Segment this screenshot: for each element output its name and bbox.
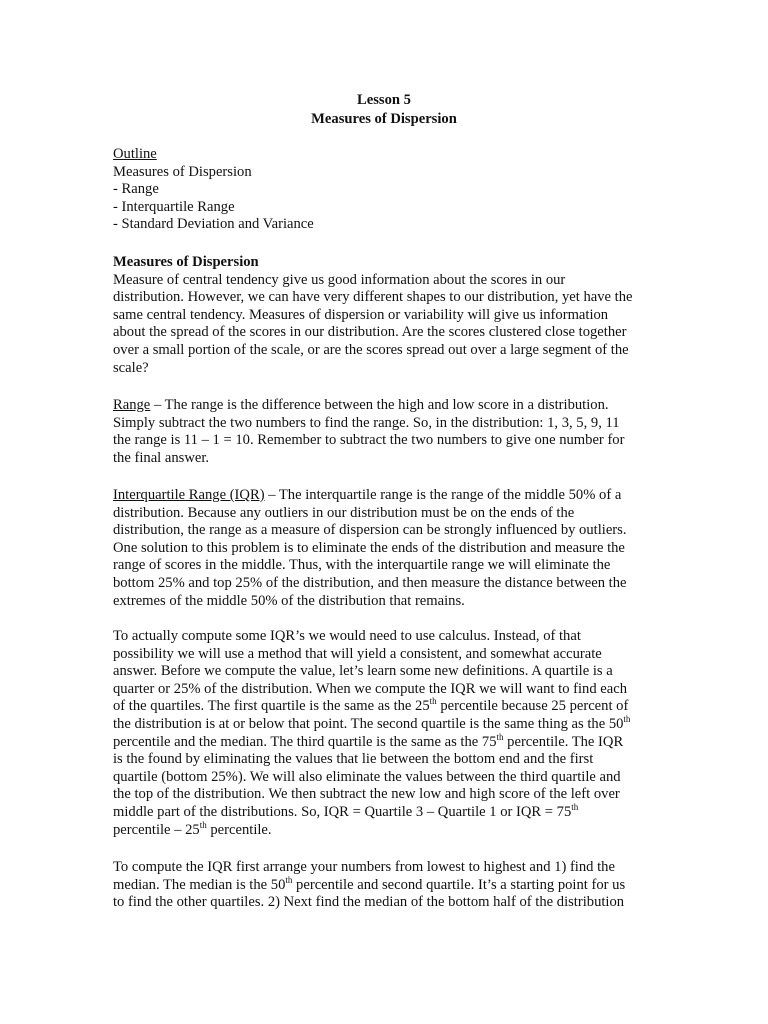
paragraph-line (113, 487, 673, 505)
line-text: median. The median is the 50 (113, 876, 286, 893)
line-text: percentile – 25 (113, 821, 200, 838)
paragraph-line: same central tendency. Measures of dispersion or variability will give us information (113, 306, 609, 323)
ordinal-suffix: th (496, 731, 504, 742)
paragraph-line: To actually compute some IQR’s we would need to use calculus. Instead, of that (113, 628, 581, 644)
ordinal-suffix: th (571, 801, 579, 812)
paragraph-line: the range is 11 – 1 = 10. Remember to subtract the two numbers to give one number for (113, 432, 625, 449)
paragraph-line: quarter or 25% of the distribution. When we compute the IQR we will want to find each (113, 680, 628, 697)
line-text: of the quartiles. The first quartile is the same as the 25 (113, 698, 430, 715)
lesson-number: Lesson 5 (357, 92, 411, 108)
iqr-definition: – The interquartile range is the range of the middle 50% of a (264, 487, 622, 503)
range-term: Range (113, 397, 151, 413)
ordinal-suffix: th (199, 819, 207, 830)
paragraph-line: quartile (bottom 25%). We will also eliminate the values between the third quartile and (113, 768, 621, 785)
outline-item: Measures of Dispersion (113, 163, 252, 180)
paragraph-line (113, 731, 673, 752)
paragraph-line: answer. Before we compute the value, let’s learn some new definitions. A quartile is a (113, 663, 613, 680)
steps-section (113, 859, 673, 912)
ordinal-suffix: th (285, 874, 293, 885)
paragraph-line (113, 801, 673, 822)
paragraph-line: distribution. Because any outliers in our distribution must be on the ends of the (113, 504, 575, 521)
paragraph-line (113, 397, 673, 415)
page-title: Measures of Dispersion (311, 111, 457, 127)
line-text: percentile because 25 percent of (436, 698, 629, 715)
paragraph-line: about the spread of the scores in our distribution. Are the scores clustered close together (113, 324, 627, 341)
paragraph-line: Simply subtract the two numbers to find the range. So, in the distribution: 1, 3, 5, 9, 11 (113, 414, 620, 431)
section-heading: Measures of Dispersion (113, 254, 259, 270)
ordinal-suffix: th (429, 696, 437, 707)
iqr-section (113, 487, 673, 610)
paragraph-line: over a small portion of the scale, or are the scores spread out over a large segment of the (113, 341, 629, 358)
paragraph-line: bottom 25% and top 25% of the distribution, and then measure the distance between the (113, 574, 627, 591)
paragraph-line: is the found by eliminating the values that lie between the bottom end and the first (113, 751, 594, 768)
dispersion-section (113, 254, 673, 377)
ordinal-suffix: th (623, 713, 631, 724)
outline-item: - Interquartile Range (113, 198, 235, 215)
outline-item: - Standard Deviation and Variance (113, 216, 314, 233)
outline-heading: Outline (113, 146, 157, 162)
paragraph-line: scale? (113, 359, 149, 376)
paragraph-line (113, 698, 673, 716)
paragraph-line (113, 819, 673, 840)
line-text: percentile. The IQR (503, 733, 624, 750)
paragraph-line (113, 874, 673, 895)
paragraph-line: distribution. However, we can have very different shapes to our distribution, yet have the (113, 289, 633, 306)
paragraph-line: To compute the IQR first arrange your numbers from lowest to highest and 1) find the (113, 859, 615, 875)
range-section (113, 397, 673, 467)
paragraph-line: to find the other quartiles. 2) Next find the median of the bottom half of the distribution (113, 894, 625, 911)
line-text: percentile. (206, 821, 272, 838)
paragraph-line: the final answer. (113, 449, 210, 466)
outline-item: - Range (113, 181, 159, 198)
line-text: the distribution is at or below that point. The second quartile is the same thing as the 50 (113, 715, 624, 732)
compute-section (113, 628, 673, 839)
outline-section (113, 146, 673, 234)
paragraph-line (113, 713, 673, 734)
paragraph-line: distribution, the range as a measure of dispersion can be strongly influenced by outliers. (113, 522, 627, 539)
iqr-term: Interquartile Range (IQR) (113, 487, 265, 503)
paragraph-line: range of scores in the middle. Thus, with the interquartile range we will eliminate the (113, 557, 611, 574)
paragraph-line: One solution to this problem is to eliminate the ends of the distribution and measure the (113, 539, 625, 556)
paragraph-line: Measure of central tendency give us good information about the scores in our (113, 271, 566, 288)
line-text: percentile and the median. The third quartile is the same as the 75 (113, 733, 497, 750)
line-text: middle part of the distributions. So, IQR = Quartile 3 – Quartile 1 or IQR = 75 (113, 803, 572, 820)
paragraph-line: possibility we will use a method that will yield a consistent, and somewhat accurate (113, 645, 602, 662)
range-definition: – The range is the difference between the high and low score in a distribution. (150, 397, 609, 413)
paragraph-line: extremes of the middle 50% of the distribution that remains. (113, 592, 465, 609)
line-text: percentile and second quartile. It’s a starting point for us (292, 876, 626, 893)
paragraph-line: the top of the distribution. We then subtract the new low and high score of the left over (113, 786, 620, 803)
